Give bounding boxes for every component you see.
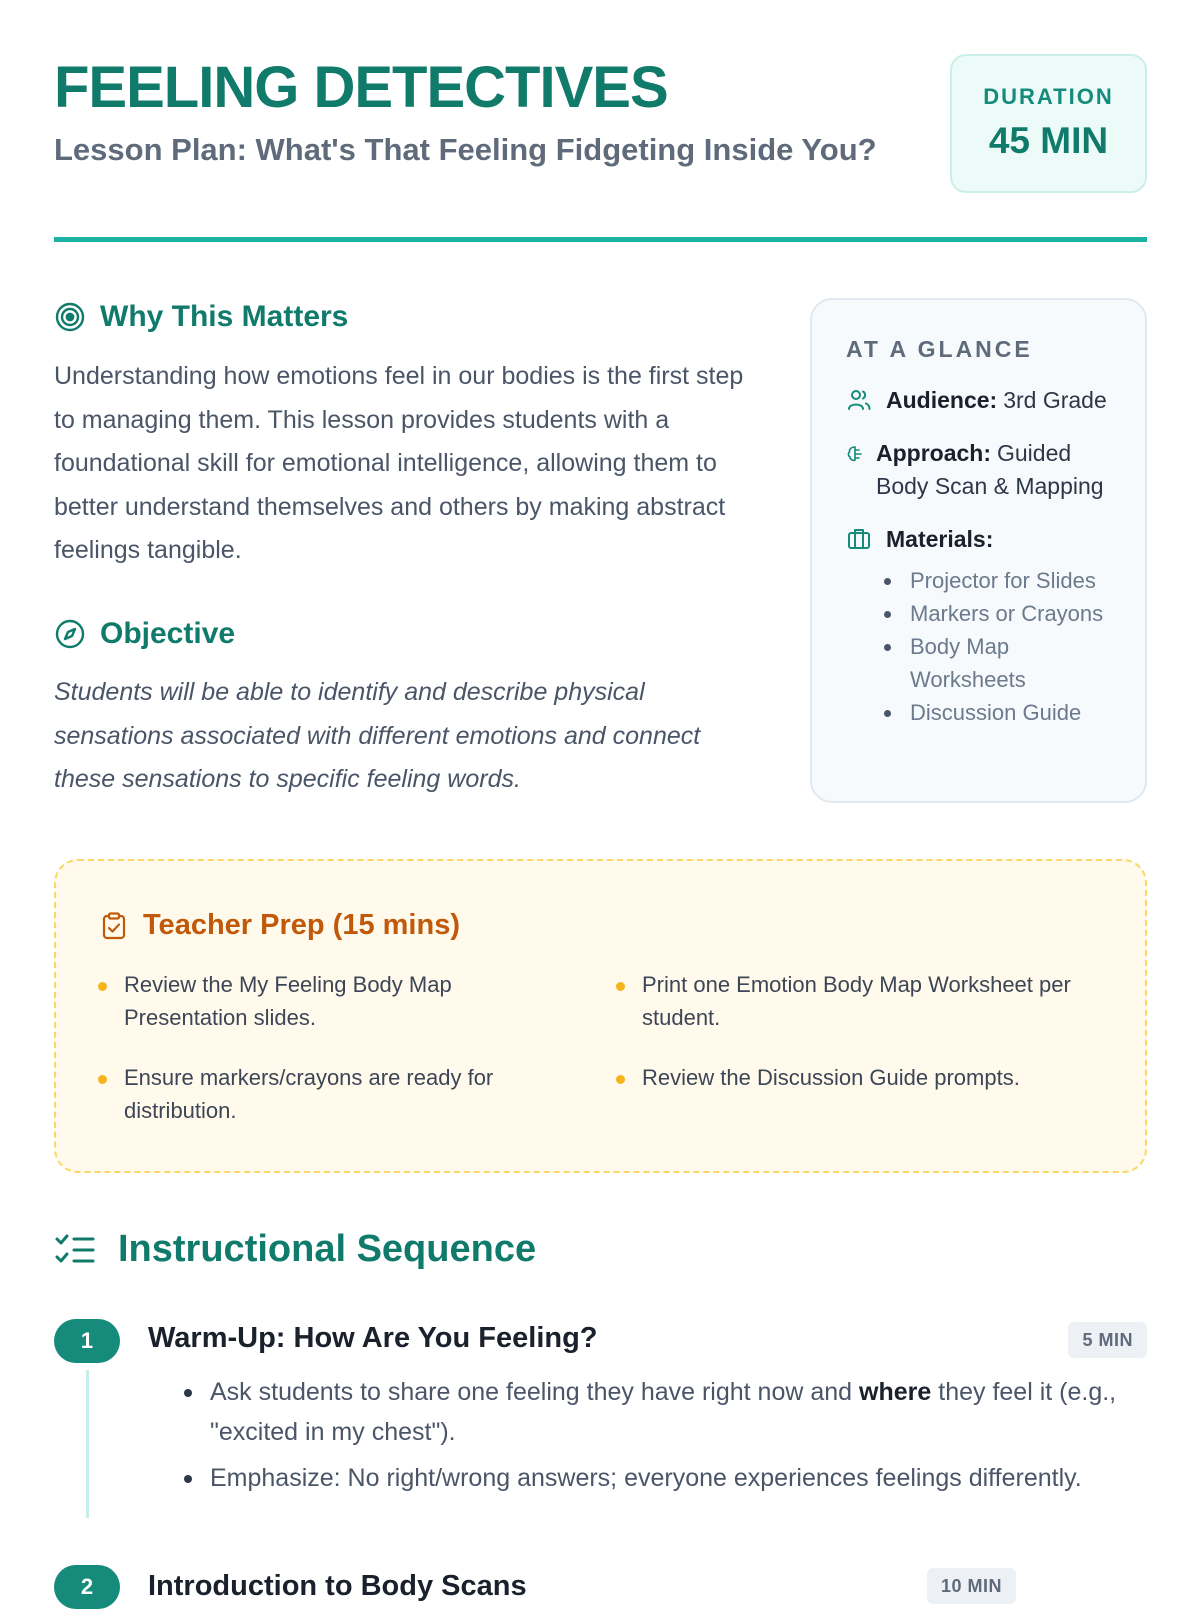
prep-item: Review the Discussion Guide prompts.	[616, 1061, 1112, 1094]
approach-row	[846, 437, 1116, 503]
compass-icon	[54, 618, 86, 650]
list-item: Ask students to share one feeling they have right now and where they feel it (e.g., "excited in my chest").	[180, 1372, 1140, 1452]
materials-list	[882, 564, 1122, 729]
step-title: Introduction to Body Scans	[148, 1570, 527, 1602]
step-number-badge: 2	[54, 1565, 120, 1609]
prep-item: Ensure markers/crayons are ready for distribution.	[98, 1061, 544, 1127]
list-item: Markers or Crayons	[882, 597, 1122, 630]
header	[54, 52, 1147, 202]
audience-label: Audience:	[886, 387, 998, 413]
clipboard-check-icon	[99, 911, 129, 941]
list-item: Emphasize: No right/wrong answers; everyone experiences feelings differently.	[180, 1458, 1140, 1498]
objective-title: Objective	[100, 617, 236, 650]
step-number-badge: 1	[54, 1319, 120, 1363]
step-title: Warm-Up: How Are You Feeling?	[148, 1322, 598, 1354]
duration-card	[950, 54, 1147, 193]
why-heading	[54, 300, 348, 334]
prep-item: Print one Emotion Body Map Worksheet per student.	[616, 968, 1112, 1034]
materials-row	[846, 523, 999, 556]
at-a-glance-card	[810, 298, 1147, 803]
step-time-badge: 10 MIN	[927, 1568, 1016, 1604]
approach-label: Approach:	[876, 440, 991, 466]
prep-title: Teacher Prep (15 mins)	[143, 909, 460, 941]
materials-label: Materials:	[886, 526, 994, 552]
objective-body: Students will be able to identify and describe physical sensations associated with different emotions and connect these sensations to specific feeling words.	[54, 678, 701, 793]
step-time-badge: 5 MIN	[1068, 1322, 1147, 1358]
list-item: Projector for Slides	[882, 564, 1122, 597]
prep-heading	[99, 909, 460, 942]
briefcase-icon	[846, 526, 872, 552]
teacher-prep-card	[54, 859, 1147, 1173]
audience-value: 3rd Grade	[1003, 387, 1107, 413]
users-icon	[846, 387, 872, 413]
why-body: Understanding how emotions feel in our bodies is the first step to managing them. This lesson provides students with a foundational skill for emotional intelligence, allowing them to better understand themselves and others by making abstract feelings tangible.	[54, 362, 744, 564]
objective-heading	[54, 617, 235, 651]
header-divider	[54, 237, 1147, 242]
sequence-title: Instructional Sequence	[118, 1228, 537, 1270]
checklist-icon	[54, 1232, 96, 1268]
page-subtitle: Lesson Plan: What's That Feeling Fidgeting Inside You?	[54, 132, 877, 167]
brain-icon	[846, 445, 864, 463]
duration-label: DURATION	[983, 84, 1114, 109]
list-item: Body Map Worksheets	[882, 630, 1122, 696]
sequence-heading	[54, 1228, 536, 1271]
glance-title: AT A GLANCE	[846, 336, 1033, 362]
list-item: Discussion Guide	[882, 696, 1122, 729]
prep-item: Review the My Feeling Body Map Presentation slides.	[98, 968, 544, 1034]
why-title: Why This Matters	[100, 300, 349, 333]
approach-value: Guided Body Scan & Mapping	[876, 440, 1104, 499]
page-title: FEELING DETECTIVES	[54, 55, 668, 120]
duration-value: 45 MIN	[988, 120, 1109, 161]
step-bullets	[180, 1372, 1140, 1504]
target-icon	[54, 301, 86, 333]
step-connector-line	[86, 1370, 89, 1518]
audience-row	[846, 384, 1107, 417]
